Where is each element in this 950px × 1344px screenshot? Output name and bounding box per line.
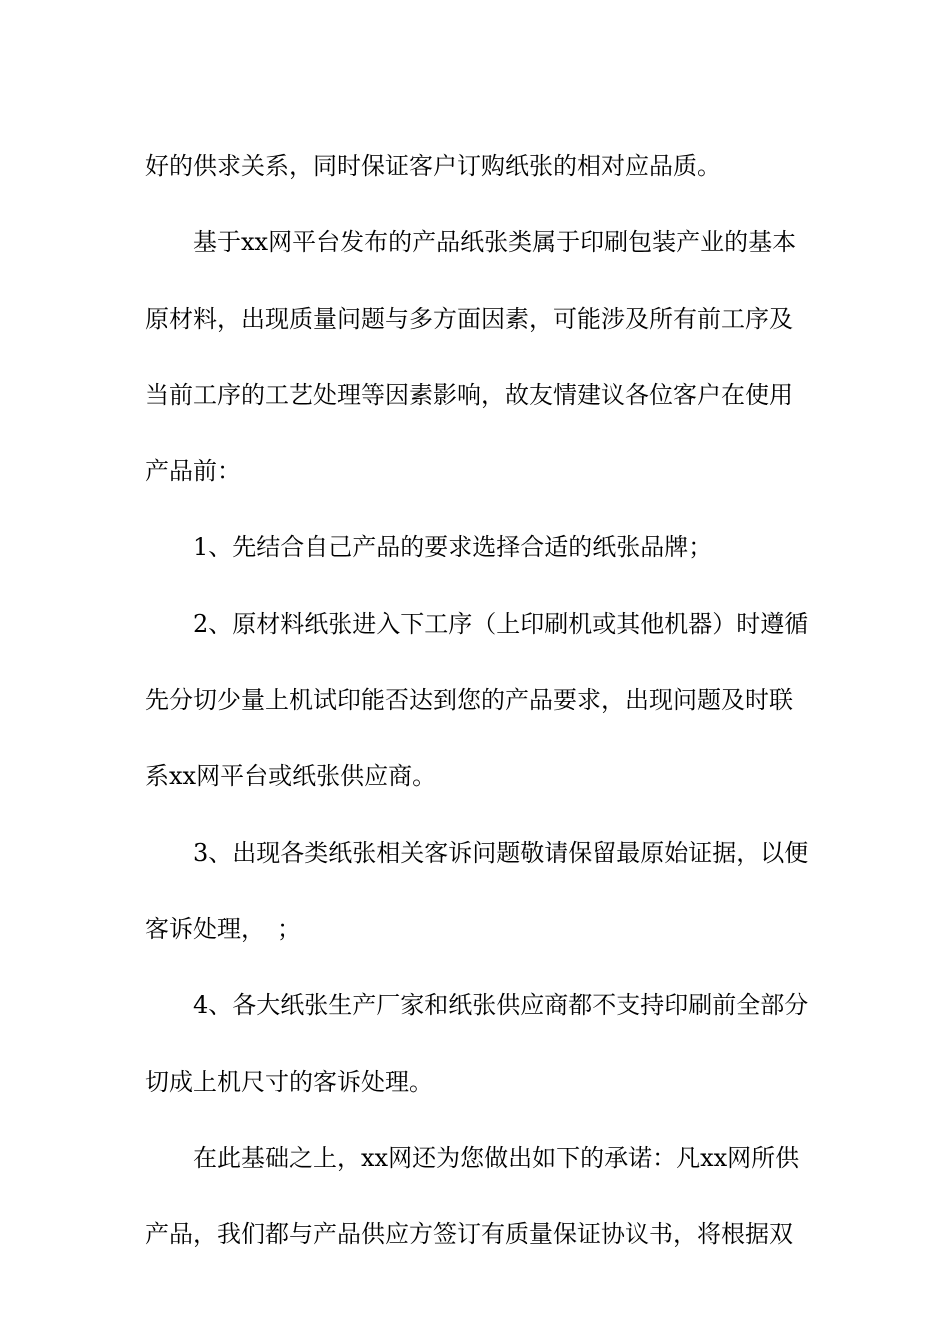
text-line-5: 产品前： <box>145 457 241 486</box>
text-line-11: 客诉处理， ； <box>145 914 301 943</box>
document-body <box>145 128 810 1272</box>
text-line-15: 产品，我们都与产品供应方签订有质量保证协议书，将根据双 <box>145 1220 793 1249</box>
text-line-3: 原材料，出现质量问题与多方面因素，可能涉及所有前工序及 <box>145 304 793 333</box>
text-line-8: 先分切少量上机试印能否达到您的产品要求，出现问题及时联 <box>145 686 793 715</box>
text-line-10: 3、出现各类纸张相关客诉问题敬请保留最原始证据，以便 <box>193 838 809 867</box>
text-line-4: 当前工序的工艺处理等因素影响，故友情建议各位客户在使用 <box>145 380 793 409</box>
text-line-14: 在此基础之上，xx网还为您做出如下的承诺：凡xx网所供 <box>193 1143 800 1172</box>
text-line-1: 好的供求关系，同时保证客户订购纸张的相对应品质。 <box>145 152 721 180</box>
text-line-6: 1、先结合自己产品的要求选择合适的纸张品牌； <box>193 533 713 562</box>
text-line-2: 基于xx网平台发布的产品纸张类属于印刷包装产业的基本 <box>193 228 797 257</box>
text-line-12: 4、各大纸张生产厂家和纸张供应商都不支持印刷前全部分 <box>193 991 809 1020</box>
text-line-7: 2、原材料纸张进入下工序（上印刷机或其他机器）时遵循 <box>193 609 809 638</box>
text-line-9: 系xx网平台或纸张供应商。 <box>145 762 437 791</box>
text-line-13: 切成上机尺寸的客诉处理。 <box>145 1067 433 1096</box>
